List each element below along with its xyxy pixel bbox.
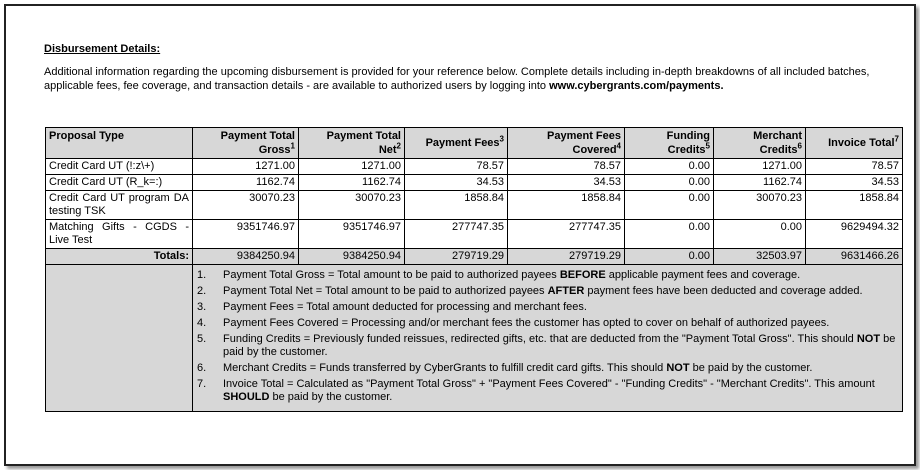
cell-net: 1162.74 — [299, 175, 405, 191]
col-header: Invoice Total$^7$ — [806, 128, 903, 159]
cell-merchant: 30070.23 — [714, 191, 806, 220]
cell-invoice: 1858.84 — [806, 191, 903, 220]
cell-fees: 34.53 — [405, 175, 508, 191]
cell-gross: 30070.23 — [193, 191, 299, 220]
cell-proposal-type: Credit Card UT (!:z\+) — [46, 159, 193, 175]
cell-funding: 0.00 — [625, 175, 714, 191]
cell-covered: 34.53 — [508, 175, 625, 191]
cell-net: 1271.00 — [299, 159, 405, 175]
cell-covered: 78.57 — [508, 159, 625, 175]
cell-net: 9351746.97 — [299, 220, 405, 249]
footnote-item: 3. Payment Fees = Total amount deducted for processing and merchant fees. — [197, 301, 587, 313]
footnotes — [193, 265, 903, 412]
intro-end: . — [720, 80, 724, 92]
footnote-list — [197, 269, 896, 404]
cell-merchant: 0.00 — [714, 220, 806, 249]
cell-covered: 277747.35 — [508, 220, 625, 249]
cell-fees: 78.57 — [405, 159, 508, 175]
disbursement-table — [45, 127, 903, 412]
total-funding: 0.00 — [625, 249, 714, 265]
cell-gross: 9351746.97 — [193, 220, 299, 249]
footnote-item: 1. Payment Total Gross = Total amount to be paid to authorized payees BEFORE applicable payment fees and coverage. — [197, 269, 801, 281]
cell-proposal-type: Matching Gifts - CGDS - Live Test — [46, 220, 193, 249]
table-row — [46, 191, 903, 220]
col-header: Payment Total Gross$^1$ — [193, 128, 299, 159]
cell-funding: 0.00 — [625, 159, 714, 175]
total-covered: 279719.29 — [508, 249, 625, 265]
col-header: Payment Total Net$^2$ — [299, 128, 405, 159]
disbursement-heading: Disbursement Details: — [44, 43, 161, 55]
cell-funding: 0.00 — [625, 191, 714, 220]
col-header: Payment Fees Covered$^4$ — [508, 128, 625, 159]
total-invoice: 9631466.26 — [806, 249, 903, 265]
cell-funding: 0.00 — [625, 220, 714, 249]
payments-link[interactable]: www.cybergrants.com/payments — [549, 80, 721, 92]
notes-spacer — [46, 265, 193, 412]
cell-fees: 1858.84 — [405, 191, 508, 220]
cell-gross: 1162.74 — [193, 175, 299, 191]
cell-merchant: 1162.74 — [714, 175, 806, 191]
total-gross: 9384250.94 — [193, 249, 299, 265]
footnote-item: 5. Funding Credits = Previously funded reissues, redirected gifts, etc. that are deducted from the "Payment Total Gross". This should NOT be paid by the customer. — [197, 333, 896, 358]
cell-proposal-type: Credit Card UT program DA testing TSK — [46, 191, 193, 220]
notes-row — [46, 265, 903, 412]
cell-covered: 1858.84 — [508, 191, 625, 220]
cell-invoice: 78.57 — [806, 159, 903, 175]
cell-net: 30070.23 — [299, 191, 405, 220]
table-row — [46, 159, 903, 175]
total-merchant: 32503.97 — [714, 249, 806, 265]
table-row — [46, 175, 903, 191]
totals-label: Totals: — [46, 249, 193, 265]
col-header: Proposal Type — [46, 128, 193, 159]
col-header: Payment Fees$^3$ — [405, 128, 508, 159]
cell-merchant: 1271.00 — [714, 159, 806, 175]
intro-text: Additional information regarding the upcoming disbursement is provided for your reference below. Complete details including in-depth breakdowns of all included batches, applicable fees, fee coverage, and transaction details - are available to authorized users by logging into — [44, 66, 870, 92]
cell-invoice: 34.53 — [806, 175, 903, 191]
footnote-item: 2. Payment Total Net = Total amount to be paid to authorized payees AFTER payment fees have been deducted and coverage added. — [197, 285, 863, 297]
intro-paragraph — [44, 65, 906, 93]
cell-gross: 1271.00 — [193, 159, 299, 175]
cell-proposal-type: Credit Card UT (R_k=:) — [46, 175, 193, 191]
table-row — [46, 220, 903, 249]
total-net: 9384250.94 — [299, 249, 405, 265]
cell-fees: 277747.35 — [405, 220, 508, 249]
col-header: Funding Credits$^5$ — [625, 128, 714, 159]
footnote-item: 4. Payment Fees Covered = Processing and/or merchant fees the customer has opted to cover on behalf of authorized payees. — [197, 317, 830, 329]
col-header: Merchant Credits$^6$ — [714, 128, 806, 159]
total-fees: 279719.29 — [405, 249, 508, 265]
footnote-item: 7. Invoice Total = Calculated as "Payment Total Gross" + "Payment Fees Covered" - "Funding Credits" - "Merchant Credits". This amount SHOULD be paid by the customer. — [197, 378, 875, 403]
cell-invoice: 9629494.32 — [806, 220, 903, 249]
totals-row — [46, 249, 903, 265]
footnote-item: 6. Merchant Credits = Funds transferred by CyberGrants to fulfill credit card gifts. This should NOT be paid by the customer. — [197, 362, 813, 374]
header-row — [46, 128, 903, 159]
